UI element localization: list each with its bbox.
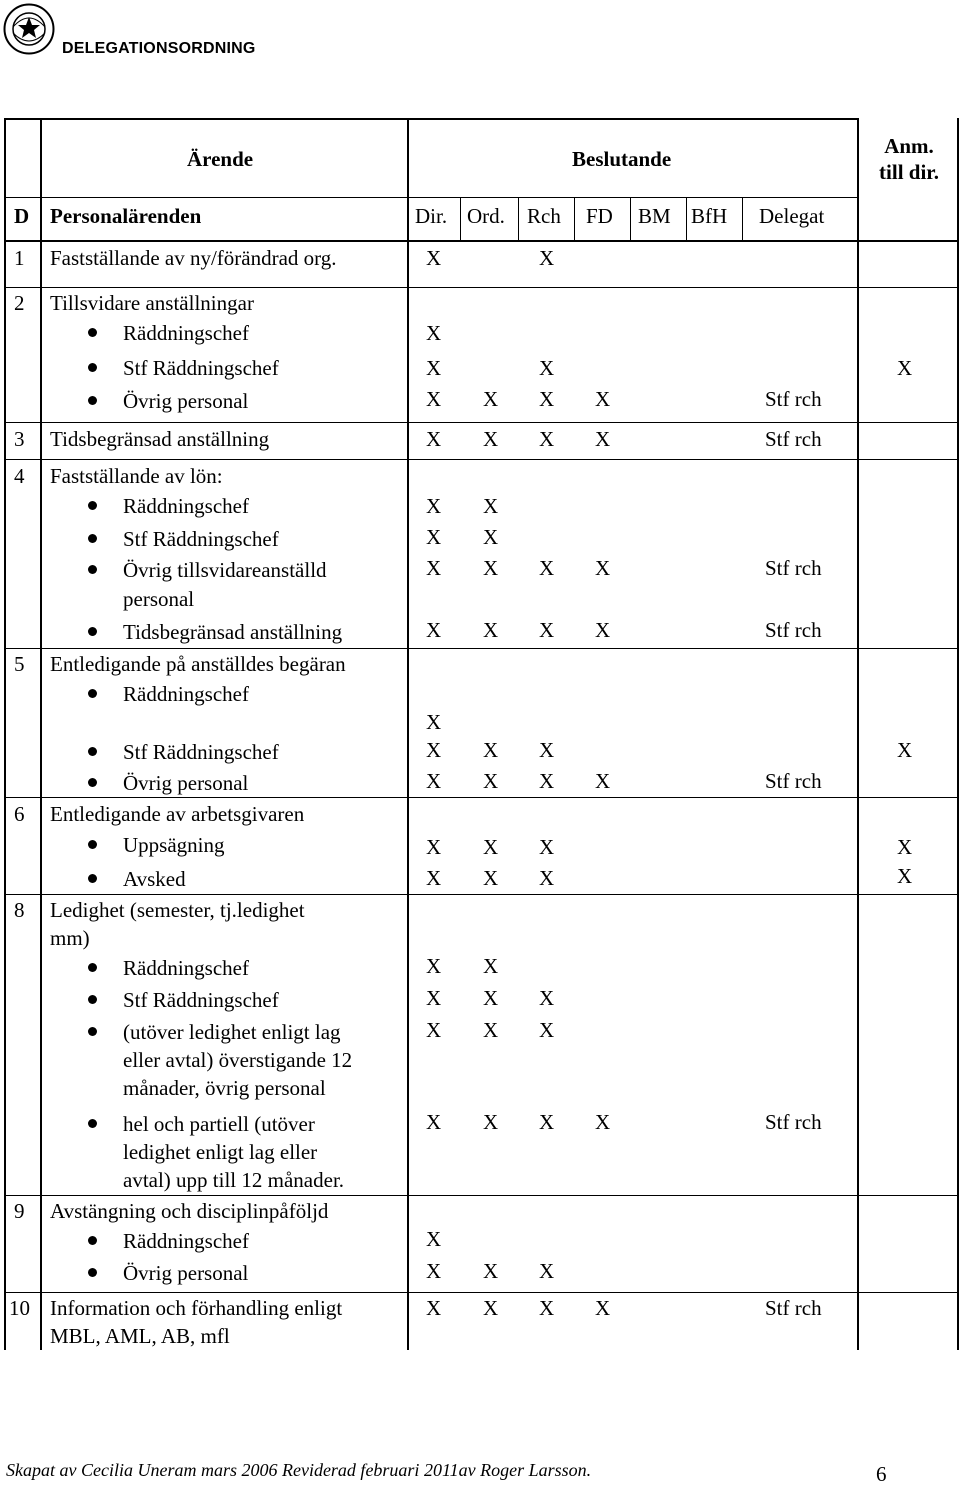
mark-ord: X <box>483 427 499 451</box>
anm-label: Anm. <box>884 134 934 158</box>
mark-dir: X <box>426 525 442 549</box>
mark-rch: X <box>539 427 555 451</box>
row-subitem-cont: personal <box>123 587 195 611</box>
mark-ord: X <box>483 525 499 549</box>
row-text: Fastställande av lön: <box>50 464 223 488</box>
row-subitem: Räddningschef <box>123 494 249 518</box>
sub-header-rch: Rch <box>527 204 561 228</box>
mark-fd: X <box>595 769 611 793</box>
bullet-icon <box>88 1119 97 1128</box>
mark-ord: X <box>483 986 499 1010</box>
mark-dir: X <box>426 427 442 451</box>
sub-header-fd: FD <box>586 204 613 228</box>
row-subitem-cont: avtal) upp till 12 månader. <box>123 1168 345 1192</box>
row-number: 9 <box>14 1199 25 1223</box>
row-text: Tillsvidare anställningar <box>50 291 254 315</box>
mark-fd: X <box>595 387 611 411</box>
row-subitem: Räddningschef <box>123 956 249 980</box>
delegat-value: Stf rch <box>765 1110 822 1134</box>
mark-dir: X <box>426 321 442 345</box>
footer-text: Skapat av Cecilia Uneram mars 2006 Reviderad februari 2011av Roger Larsson. <box>6 1460 592 1480</box>
mark-anm: X <box>897 835 913 859</box>
section-title: Personalärenden <box>50 204 202 228</box>
mark-fd: X <box>595 618 611 642</box>
mark-dir: X <box>426 246 442 270</box>
sub-header-bfh: BfH <box>691 204 728 228</box>
row-subitem-cont: ledighet enligt lag eller <box>123 1140 318 1164</box>
row-subitem: Avsked <box>123 867 186 891</box>
bullet-icon <box>88 995 97 1004</box>
mark-ord: X <box>483 866 499 890</box>
row-number: 8 <box>14 898 25 922</box>
mark-rch: X <box>539 1110 555 1134</box>
delegat-value: Stf rch <box>765 556 822 580</box>
row-number: 2 <box>14 291 25 315</box>
mark-rch: X <box>539 835 555 859</box>
mark-dir: X <box>426 1227 442 1251</box>
row-subitem: Stf Räddningschef <box>123 740 279 764</box>
sub-header-bm: BM <box>638 204 671 228</box>
row-subitem: Räddningschef <box>123 1229 249 1253</box>
sub-header-delegat: Delegat <box>759 204 825 228</box>
page-number: 6 <box>876 1462 887 1486</box>
row-number: 4 <box>14 464 25 488</box>
row-text: Ledighet (semester, tj.ledighet <box>50 898 305 922</box>
row-text: Tidsbegränsad anställning <box>50 427 270 451</box>
row-subitem-cont: månader, övrig personal <box>123 1076 326 1100</box>
mark-dir: X <box>426 738 442 762</box>
bullet-icon <box>88 627 97 636</box>
row-subitem: Räddningschef <box>123 682 249 706</box>
row-subitem: Uppsägning <box>123 833 225 857</box>
mark-fd: X <box>595 1110 611 1134</box>
mark-dir: X <box>426 710 442 734</box>
row-subitem: (utöver ledighet enligt lag <box>123 1020 341 1044</box>
mark-anm: X <box>897 864 913 888</box>
bullet-icon <box>88 874 97 883</box>
mark-ord: X <box>483 1259 499 1283</box>
row-text: Entledigande på anställdes begäran <box>50 652 346 676</box>
anm-label-2: till dir. <box>879 160 939 184</box>
mark-rch: X <box>539 1018 555 1042</box>
bullet-icon <box>88 1268 97 1277</box>
mark-ord: X <box>483 1110 499 1134</box>
row-number: 6 <box>14 802 25 826</box>
row-number: 3 <box>14 427 25 451</box>
row-text-cont: mm) <box>50 926 90 950</box>
mark-fd: X <box>595 556 611 580</box>
row-subitem: Övrig tillsvidareanställd <box>123 558 327 582</box>
bullet-icon <box>88 328 97 337</box>
bullet-icon <box>88 565 97 574</box>
mark-dir: X <box>426 618 442 642</box>
mark-rch: X <box>539 1296 555 1320</box>
mark-dir: X <box>426 769 442 793</box>
mark-ord: X <box>483 738 499 762</box>
mark-ord: X <box>483 618 499 642</box>
row-subitem: Stf Räddningschef <box>123 527 279 551</box>
mark-anm: X <box>897 356 913 380</box>
mark-ord: X <box>483 556 499 580</box>
delegat-value: Stf rch <box>765 769 822 793</box>
bullet-icon <box>88 840 97 849</box>
sub-header-ord: Ord. <box>467 204 505 228</box>
row-subitem: hel och partiell (utöver <box>123 1112 315 1136</box>
mark-ord: X <box>483 769 499 793</box>
row-text: Entledigande av arbetsgivaren <box>50 802 305 826</box>
row-subitem: Stf Räddningschef <box>123 988 279 1012</box>
column-header-beslutande: Beslutande <box>572 147 672 171</box>
row-subitem: Övrig personal <box>123 389 249 413</box>
row-text: Avstängning och disciplinpåföljd <box>50 1199 329 1223</box>
bullet-icon <box>88 1027 97 1036</box>
mark-rch: X <box>539 986 555 1010</box>
mark-rch: X <box>539 618 555 642</box>
mark-dir: X <box>426 1259 442 1283</box>
row-text: Fastställande av ny/förändrad org. <box>50 246 337 270</box>
column-header-anm <box>864 133 954 185</box>
mark-rch: X <box>539 738 555 762</box>
mark-dir: X <box>426 387 442 411</box>
mark-dir: X <box>426 1110 442 1134</box>
bullet-icon <box>88 689 97 698</box>
mark-dir: X <box>426 986 442 1010</box>
mark-rch: X <box>539 246 555 270</box>
bullet-icon <box>88 363 97 372</box>
mark-dir: X <box>426 835 442 859</box>
row-text: Information och förhandling enligt <box>50 1296 343 1320</box>
mark-dir: X <box>426 556 442 580</box>
bullet-icon <box>88 534 97 543</box>
delegat-value: Stf rch <box>765 1296 822 1320</box>
mark-fd: X <box>595 1296 611 1320</box>
bullet-icon <box>88 396 97 405</box>
sub-header-dir: Dir. <box>415 204 448 228</box>
row-number: 10 <box>9 1296 30 1320</box>
delegat-value: Stf rch <box>765 387 822 411</box>
mark-rch: X <box>539 866 555 890</box>
mark-anm: X <box>897 738 913 762</box>
bullet-icon <box>88 501 97 510</box>
bullet-icon <box>88 747 97 756</box>
mark-ord: X <box>483 835 499 859</box>
mark-ord: X <box>483 1018 499 1042</box>
row-subitem: Tidsbegränsad anställning <box>123 620 343 644</box>
mark-ord: X <box>483 954 499 978</box>
mark-fd: X <box>595 427 611 451</box>
mark-rch: X <box>539 556 555 580</box>
mark-ord: X <box>483 494 499 518</box>
mark-ord: X <box>483 1296 499 1320</box>
bullet-icon <box>88 963 97 972</box>
bullet-icon <box>88 1236 97 1245</box>
row-subitem: Stf Räddningschef <box>123 356 279 380</box>
mark-dir: X <box>426 954 442 978</box>
row-text-cont: MBL, AML, AB, mfl <box>50 1324 230 1348</box>
row-number: 5 <box>14 652 25 676</box>
mark-rch: X <box>539 387 555 411</box>
mark-dir: X <box>426 1296 442 1320</box>
document-title: DELEGATIONSORDNING <box>62 40 256 57</box>
mark-dir: X <box>426 866 442 890</box>
mark-dir: X <box>426 1018 442 1042</box>
column-header-arende: Ärende <box>187 147 254 171</box>
mark-dir: X <box>426 356 442 380</box>
bullet-icon <box>88 778 97 787</box>
section-letter: D <box>14 204 30 228</box>
row-subitem-cont: eller avtal) överstigande 12 <box>123 1048 353 1072</box>
mark-rch: X <box>539 1259 555 1283</box>
delegat-value: Stf rch <box>765 618 822 642</box>
mark-ord: X <box>483 387 499 411</box>
delegat-value: Stf rch <box>765 427 822 451</box>
mark-rch: X <box>539 769 555 793</box>
mark-rch: X <box>539 356 555 380</box>
row-subitem: Övrig personal <box>123 771 249 795</box>
row-subitem: Räddningschef <box>123 321 249 345</box>
row-subitem: Övrig personal <box>123 1261 249 1285</box>
row-number: 1 <box>14 246 25 270</box>
mark-dir: X <box>426 494 442 518</box>
